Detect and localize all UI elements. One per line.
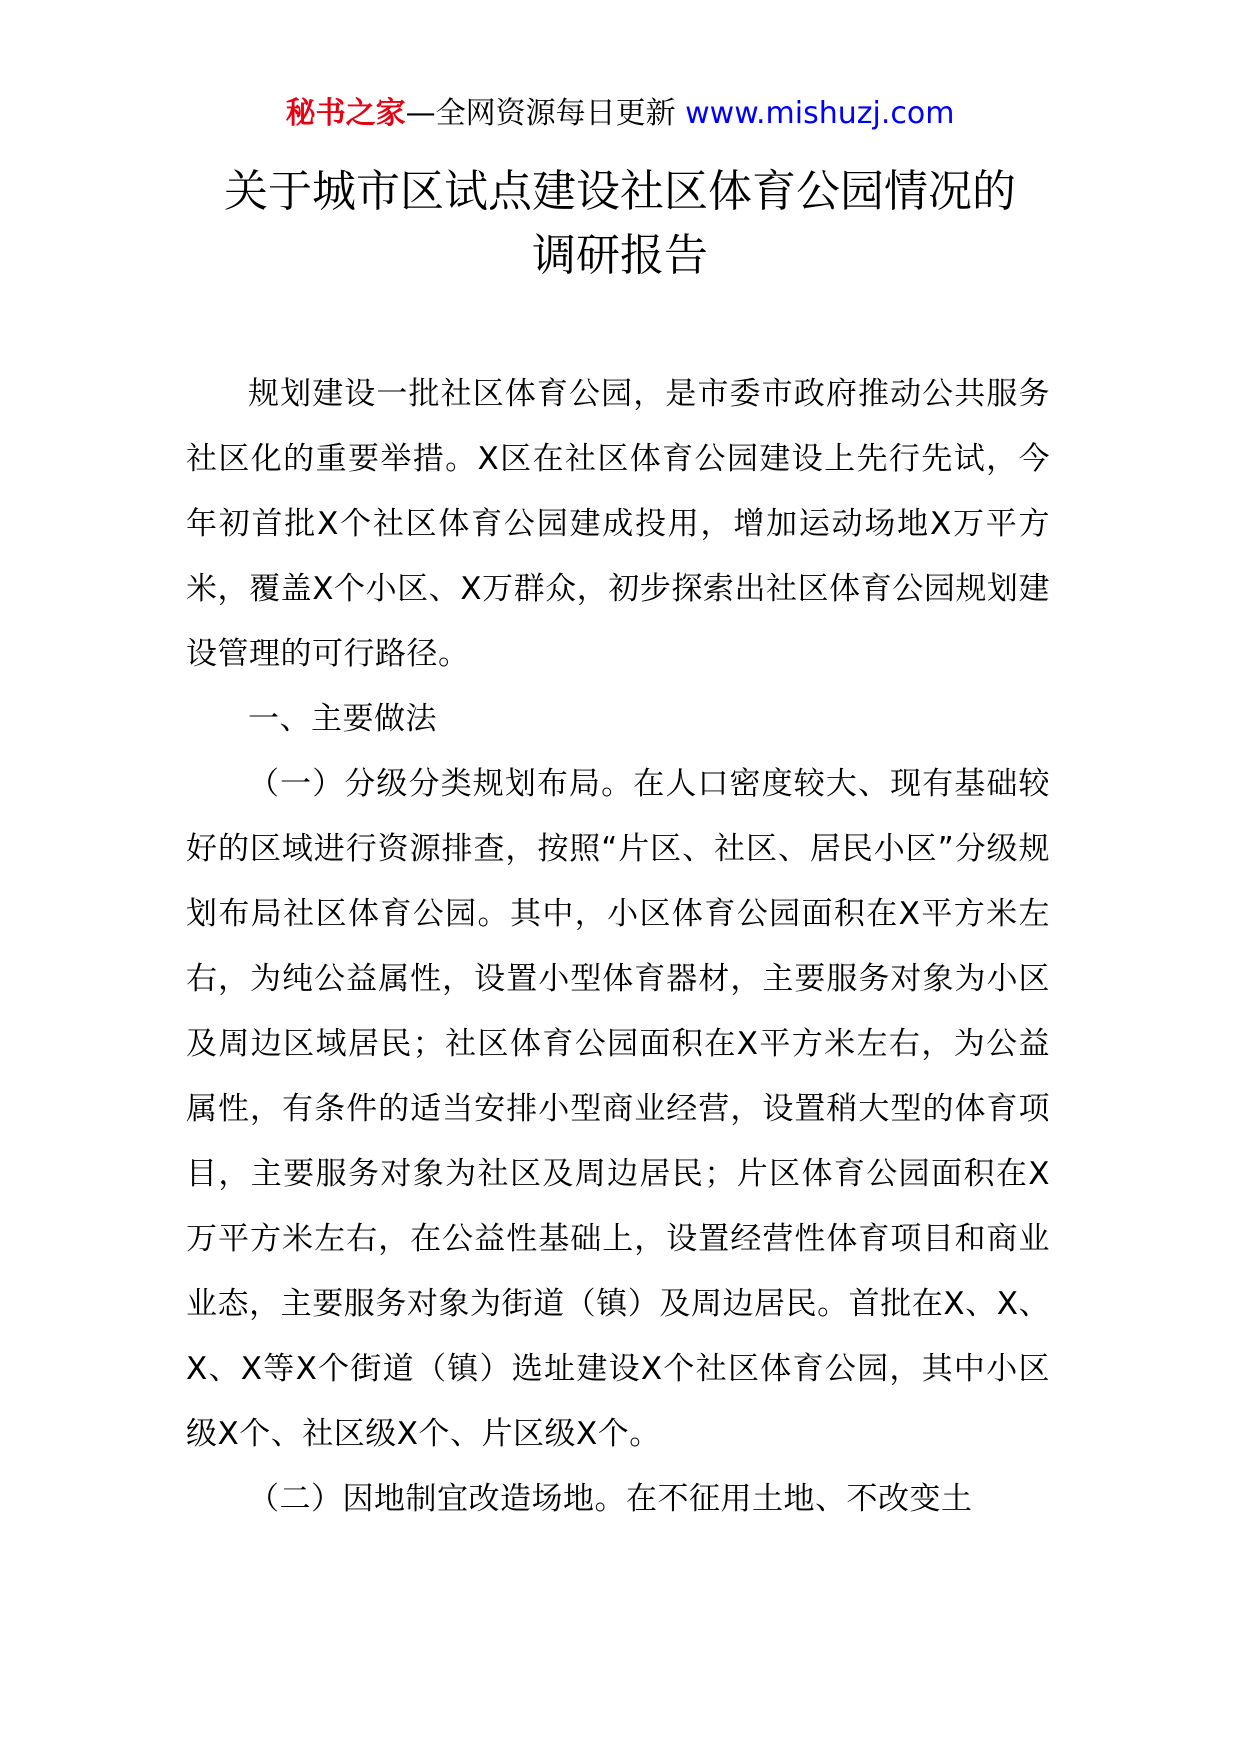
document-body: [186, 362, 1050, 1532]
site-url-link[interactable]: www.mishuzj.com: [685, 96, 955, 131]
document-title-line-1: 关于城市区试点建设社区体育公园情况的: [224, 166, 1016, 217]
document-title: [0, 160, 1240, 288]
paragraph-intro: 规划建设一批社区体育公园，是市委市政府推动公共服务社区化的重要举措。X区在社区体育公园建设上先行先试，今年初首批X个社区体育公园建成投用，增加运动场地X万平方米，覆盖X个小区、X万群众，初步探索出社区体育公园规划建设管理的可行路径。: [186, 376, 1050, 672]
paragraph-planning-layout: （一）分级分类规划布局。在人口密度较大、现有基础较好的区域进行资源排查，按照“片区、社区、居民小区”分级规划布局社区体育公园。其中，小区体育公园面积在X平方米左右，为纯公益属性，设置小型体育器材，主要服务对象为小区及周边区域居民；社区体育公园面积在X平方米左右，为公益属性，有条件的适当安排小型商业经营，设置稍大型的体育项目，主要服务对象为社区及周边居民；片区体育公园面积在X万平方米左右，在公益性基础上，设置经营性体育项目和商业业态，主要服务对象为街道（镇）及周边居民。首批在X、X、X、X等X个街道（镇）选址建设X个社区体育公园，其中小区级X个、社区级X个、片区级X个。: [186, 766, 1050, 1452]
site-header: [0, 92, 1240, 136]
section-heading-main-practices: 一、主要做法: [248, 701, 437, 737]
paragraph-site-renovation: （二）因地制宜改造场地。在不征用土地、不改变土: [248, 1481, 973, 1517]
document-title-line-2: 调研报告: [532, 230, 708, 281]
site-slogan: —全网资源每日更新: [405, 96, 686, 131]
site-brand: 秘书之家: [285, 96, 406, 131]
